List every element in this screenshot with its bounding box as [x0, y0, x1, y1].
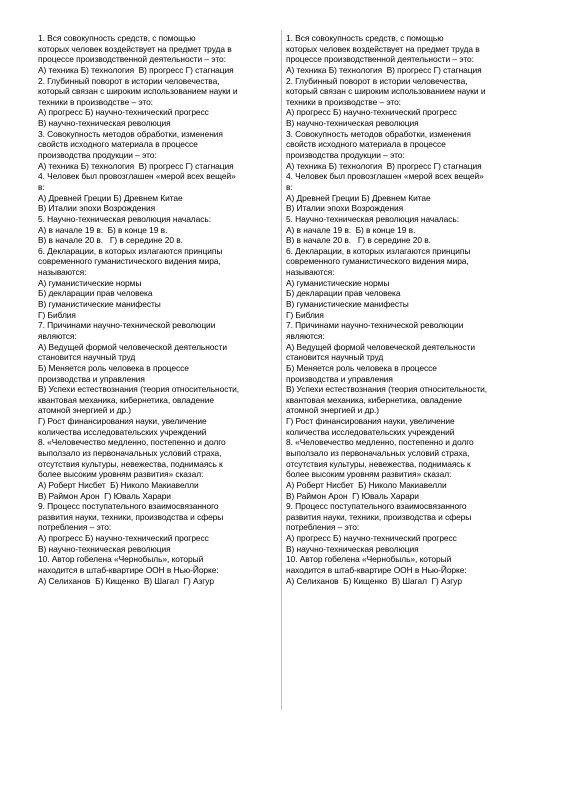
quiz-text-line: 4. Человек был провозглашен «мерой всех вещей»	[38, 171, 236, 182]
quiz-text-line: 6. Декларации, в которых излагаются принципы	[286, 245, 471, 256]
quiz-text-line: В) научно-техническая революция	[38, 543, 171, 554]
quiz-text-line: 9. Процесс поступательного взаимосвязанного	[286, 501, 467, 512]
quiz-text-line: атомной энергией и др.)	[286, 405, 380, 416]
quiz-text-line: Б) Меняется роль человека в процессе	[286, 362, 437, 373]
quiz-text-line: техники в производстве – это:	[38, 96, 153, 107]
quiz-text-line: А) техника Б) технология В) прогресс Г) стагнация	[38, 160, 234, 171]
quiz-text-line: 7. Причинами научно-технической революции	[286, 320, 464, 331]
quiz-text-line: А) прогресс Б) научно-технический прогресс	[38, 533, 209, 544]
quiz-text-line: являются:	[38, 330, 77, 341]
quiz-text-line: 2. Глубинный поворот в истории человечества,	[38, 75, 220, 86]
quiz-text-line: Б) Меняется роль человека в процессе	[38, 362, 189, 373]
quiz-text-line: 5. Научно-техническая революция началась:	[286, 213, 459, 224]
quiz-text-line: А) техника Б) технология В) прогресс Г) стагнация	[38, 64, 234, 75]
quiz-text-line: свойств исходного материала в процессе	[38, 139, 198, 150]
quiz-text-line: В) научно-техническая революция	[286, 543, 419, 554]
quiz-column-right	[286, 33, 534, 586]
quiz-text-line: находится в штаб-квартире ООН в Нью-Йорке:	[38, 565, 219, 576]
quiz-text-line: квантовая механика, кибернетика, овладение	[286, 394, 462, 405]
quiz-text-line: более высоким уровням развития» сказал:	[38, 469, 204, 480]
quiz-text-line: отсутствия культуры, невежества, поднимаясь к	[38, 458, 223, 469]
quiz-text-line: современного гуманистического видения мира,	[38, 256, 221, 267]
quiz-text-line: 3. Совокупность методов обработки, изменения	[286, 128, 471, 139]
quiz-text-line: А) прогресс Б) научно-технический прогресс	[38, 107, 209, 118]
quiz-text-line: А) прогресс Б) научно-технический прогресс	[286, 107, 457, 118]
quiz-text-line: А) в начале 19 в. Б) в конце 19 в.	[286, 224, 416, 235]
quiz-text-line: атомной энергией и др.)	[38, 405, 132, 416]
quiz-text-line: количества исследовательских учреждений	[286, 426, 455, 437]
quiz-text-line: 10. Автор гобелена «Чернобыль», который	[286, 554, 452, 565]
quiz-text-line: который связан с широким использованием науки и	[286, 86, 486, 97]
quiz-text-line: В) научно-техническая революция	[286, 118, 419, 129]
quiz-text-line: А) Ведущей формой человеческой деятельности	[38, 341, 227, 352]
quiz-text-line: Г) Библия	[286, 309, 324, 320]
quiz-text-line: А) Селиханов Б) Кищенко В) Шагал Г) Азгур	[286, 575, 462, 586]
quiz-text-line: более высоким уровням развития» сказал:	[286, 469, 452, 480]
quiz-text-line: выползало из первоначальных условий страха,	[286, 447, 470, 458]
quiz-text-line: 1. Вся совокупность средств, с помощью	[286, 33, 444, 43]
quiz-text-line: А) Древней Греции Б) Древнем Китае	[38, 192, 183, 203]
quiz-text-line: 4. Человек был провозглашен «мерой всех вещей»	[286, 171, 484, 182]
quiz-text-line: 8. «Человечество медленно, постепенно и долго	[38, 437, 226, 448]
quiz-text-line: 9. Процесс поступательного взаимосвязанного	[38, 501, 219, 512]
quiz-text-line: современного гуманистического видения мира,	[286, 256, 469, 267]
quiz-text-line: становится научный труд	[286, 352, 384, 363]
quiz-text-line: А) в начале 19 в. Б) в конце 19 в.	[38, 224, 168, 235]
quiz-text-line: развития науки, техники, производства и сферы	[38, 511, 224, 522]
quiz-text-line: В) гуманистические манифесты	[286, 299, 409, 310]
quiz-column-left	[38, 33, 286, 586]
quiz-text-line: техники в производстве – это:	[286, 96, 401, 107]
quiz-text-line: находится в штаб-квартире ООН в Нью-Йорке:	[286, 565, 467, 576]
quiz-text-line: А) Селиханов Б) Кищенко В) Шагал Г) Азгур	[38, 575, 214, 586]
quiz-text-line: В) гуманистические манифесты	[38, 299, 161, 310]
quiz-text-line: которых человек воздействует на предмет труда в	[38, 43, 232, 54]
quiz-text-line: Г) Рост финансирования науки, увеличение	[286, 416, 455, 427]
quiz-text-line: производства продукции – это:	[286, 150, 405, 161]
quiz-text-line: квантовая механика, кибернетика, овладение	[38, 394, 214, 405]
quiz-text-line: 5. Научно-техническая революция началась:	[38, 213, 211, 224]
quiz-text-line: называются:	[38, 267, 87, 278]
quiz-text-line: потребления – это:	[286, 522, 360, 533]
quiz-text-line: в:	[286, 181, 293, 192]
quiz-text-line: называются:	[286, 267, 335, 278]
quiz-text-line: 3. Совокупность методов обработки, изменения	[38, 128, 223, 139]
quiz-text-line: потребления – это:	[38, 522, 112, 533]
quiz-text-line: отсутствия культуры, невежества, поднимаясь к	[286, 458, 471, 469]
quiz-text-line: А) Ведущей формой человеческой деятельности	[286, 341, 475, 352]
quiz-text-line: количества исследовательских учреждений	[38, 426, 207, 437]
quiz-text-line: Б) декларации прав человека	[38, 288, 153, 299]
quiz-text-line: В) в начале 20 в. Г) в середине 20 в.	[286, 235, 431, 246]
quiz-text-line: А) гуманистические нормы	[38, 277, 142, 288]
quiz-text-line: производства и управления	[286, 373, 393, 384]
quiz-text-line: 6. Декларации, в которых излагаются принципы	[38, 245, 223, 256]
quiz-text-line: А) Роберт Нисбет Б) Николо Макиавелли	[286, 479, 447, 490]
quiz-text-line: выползало из первоначальных условий страха,	[38, 447, 222, 458]
quiz-text-line: А) прогресс Б) научно-технический прогресс	[286, 533, 457, 544]
quiz-text-line: В) Раймон Арон Г) Юваль Харари	[286, 490, 419, 501]
quiz-text-line: в:	[38, 181, 45, 192]
quiz-text-line: В) в начале 20 в. Г) в середине 20 в.	[38, 235, 183, 246]
quiz-text-line: В) Успехи естествознания (теория относительности,	[286, 384, 488, 395]
quiz-text-line: В) Успехи естествознания (теория относительности,	[38, 384, 240, 395]
quiz-text-line: А) Древней Греции Б) Древнем Китае	[286, 192, 431, 203]
quiz-text-line: производства продукции – это:	[38, 150, 157, 161]
quiz-text-line: Г) Библия	[38, 309, 76, 320]
quiz-text-line: процессе производственной деятельности – это:	[38, 54, 226, 65]
quiz-text-line: производства и управления	[38, 373, 145, 384]
quiz-text-line: В) Италии эпохи Возрождения	[286, 203, 404, 214]
quiz-text-line: А) Роберт Нисбет Б) Николо Макиавелли	[38, 479, 199, 490]
quiz-text-line: которых человек воздействует на предмет труда в	[286, 43, 480, 54]
quiz-text-line: 7. Причинами научно-технической революции	[38, 320, 216, 331]
quiz-text-line: 2. Глубинный поворот в истории человечества,	[286, 75, 468, 86]
quiz-text-line: В) Италии эпохи Возрождения	[38, 203, 156, 214]
quiz-text-line: А) гуманистические нормы	[286, 277, 390, 288]
quiz-text-line: В) Раймон Арон Г) Юваль Харари	[38, 490, 171, 501]
quiz-text-line: 1. Вся совокупность средств, с помощью	[38, 33, 196, 43]
quiz-text-line: становится научный труд	[38, 352, 136, 363]
quiz-text-line: Б) декларации прав человека	[286, 288, 401, 299]
quiz-text-line: развития науки, техники, производства и сферы	[286, 511, 472, 522]
quiz-text-line: А) техника Б) технология В) прогресс Г) стагнация	[286, 160, 482, 171]
quiz-text-line: который связан с широким использованием науки и	[38, 86, 238, 97]
quiz-text-line: Г) Рост финансирования науки, увеличение	[38, 416, 207, 427]
quiz-text-line: 8. «Человечество медленно, постепенно и долго	[286, 437, 474, 448]
quiz-text-line: 10. Автор гобелена «Чернобыль», который	[38, 554, 204, 565]
quiz-text-line: свойств исходного материала в процессе	[286, 139, 446, 150]
quiz-text-line: являются:	[286, 330, 325, 341]
quiz-text-line: А) техника Б) технология В) прогресс Г) стагнация	[286, 64, 482, 75]
quiz-text-line: В) научно-техническая революция	[38, 118, 171, 129]
quiz-text-line: процессе производственной деятельности – это:	[286, 54, 474, 65]
